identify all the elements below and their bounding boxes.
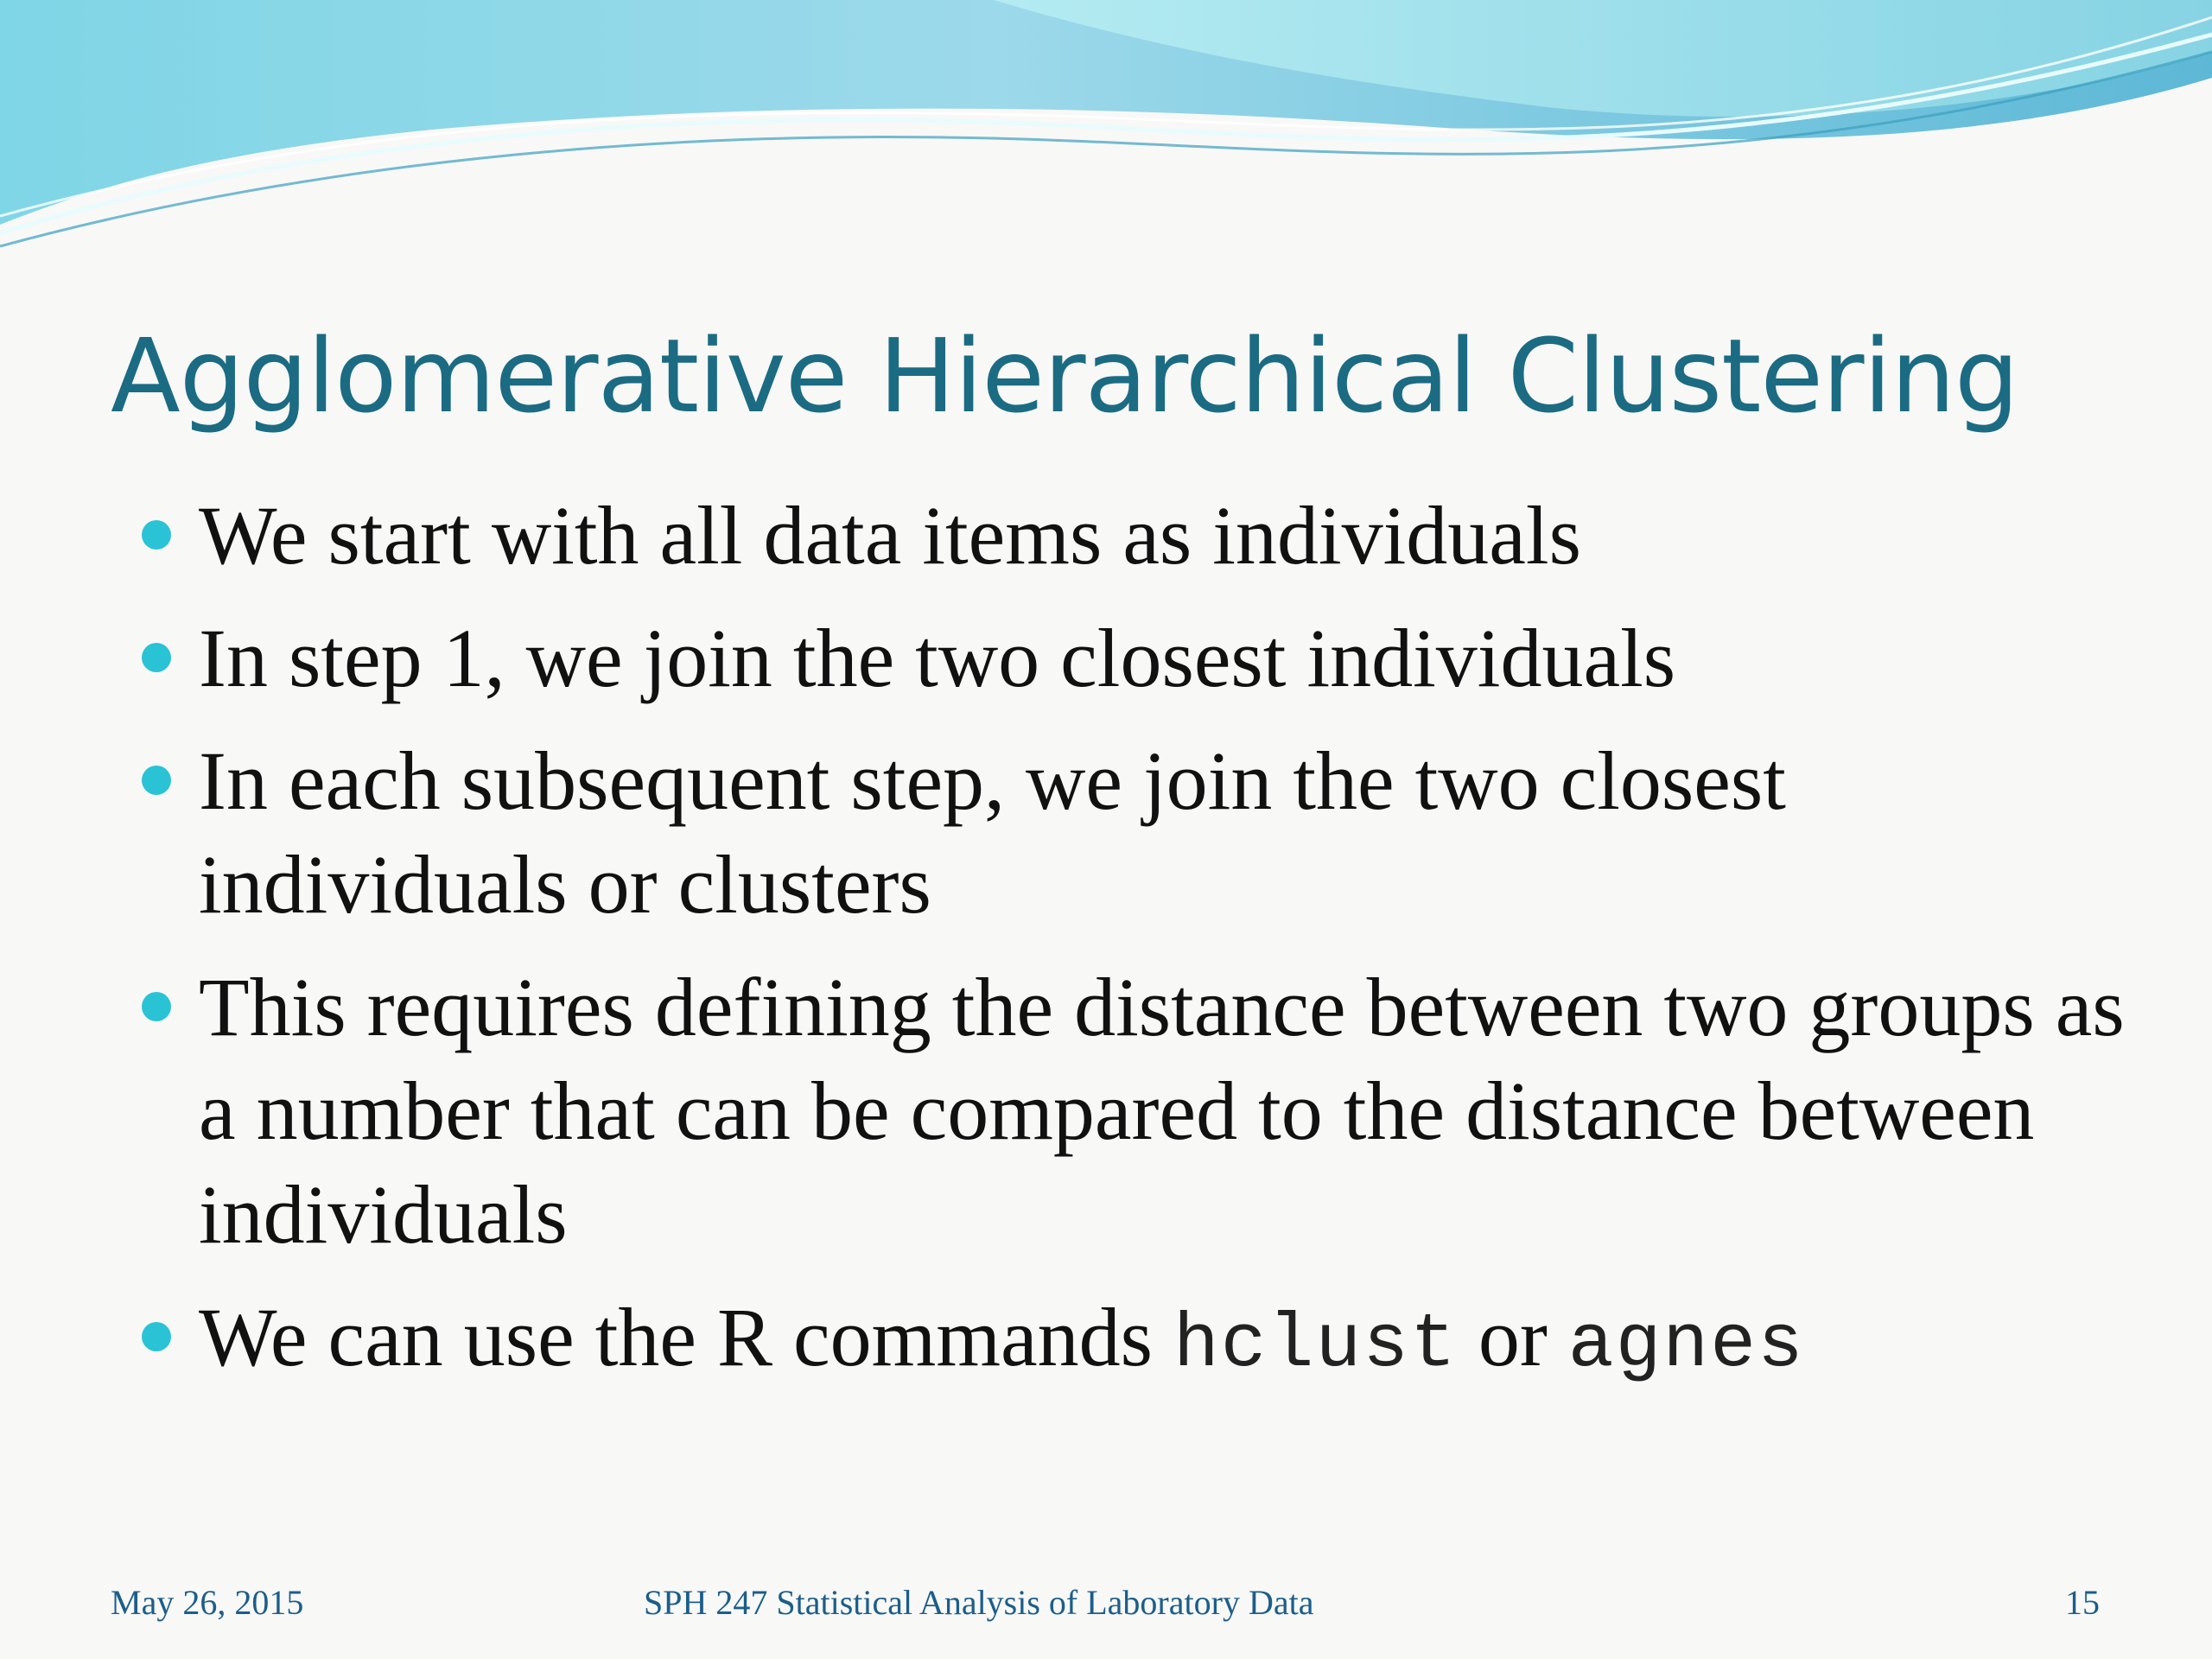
bullet-dot-icon (142, 520, 171, 550)
bullet-dot-icon (142, 1322, 171, 1351)
slide-title: Agglomerative Hierarchical Clustering (111, 316, 2018, 435)
bullet-item (138, 956, 2126, 1267)
bullet-text-or: or (1457, 1291, 1568, 1383)
code-hclust: hclust (1173, 1303, 1458, 1389)
bullet-dot-icon (142, 992, 171, 1021)
bullet-item (138, 484, 2126, 588)
footer-date: May 26, 2015 (111, 1583, 304, 1622)
bullet-text-prefix: We can use the R commands (199, 1291, 1173, 1383)
bullet-item (138, 1286, 2126, 1398)
bullet-item (138, 729, 2126, 937)
footer-page-number: 15 (2065, 1583, 2100, 1622)
bullet-item (138, 607, 2126, 710)
bullet-text: In step 1, we join the two closest individuals (199, 612, 1676, 704)
bullet-text: We start with all data items as individuals (199, 489, 1581, 582)
bullet-text: In each subsequent step, we join the two closest individuals or clusters (199, 734, 1786, 931)
bullet-text: This requires defining the distance between two groups as a number that can be compared to the distance between individuals (199, 961, 2125, 1261)
footer-course: SPH 247 Statistical Analysis of Laboratory Data (644, 1583, 1314, 1622)
bullet-list (138, 484, 2126, 1417)
code-agnes: agnes (1567, 1303, 1805, 1389)
bullet-dot-icon (142, 766, 171, 795)
header-wave-graphic (0, 0, 2212, 259)
bullet-dot-icon (142, 643, 171, 672)
